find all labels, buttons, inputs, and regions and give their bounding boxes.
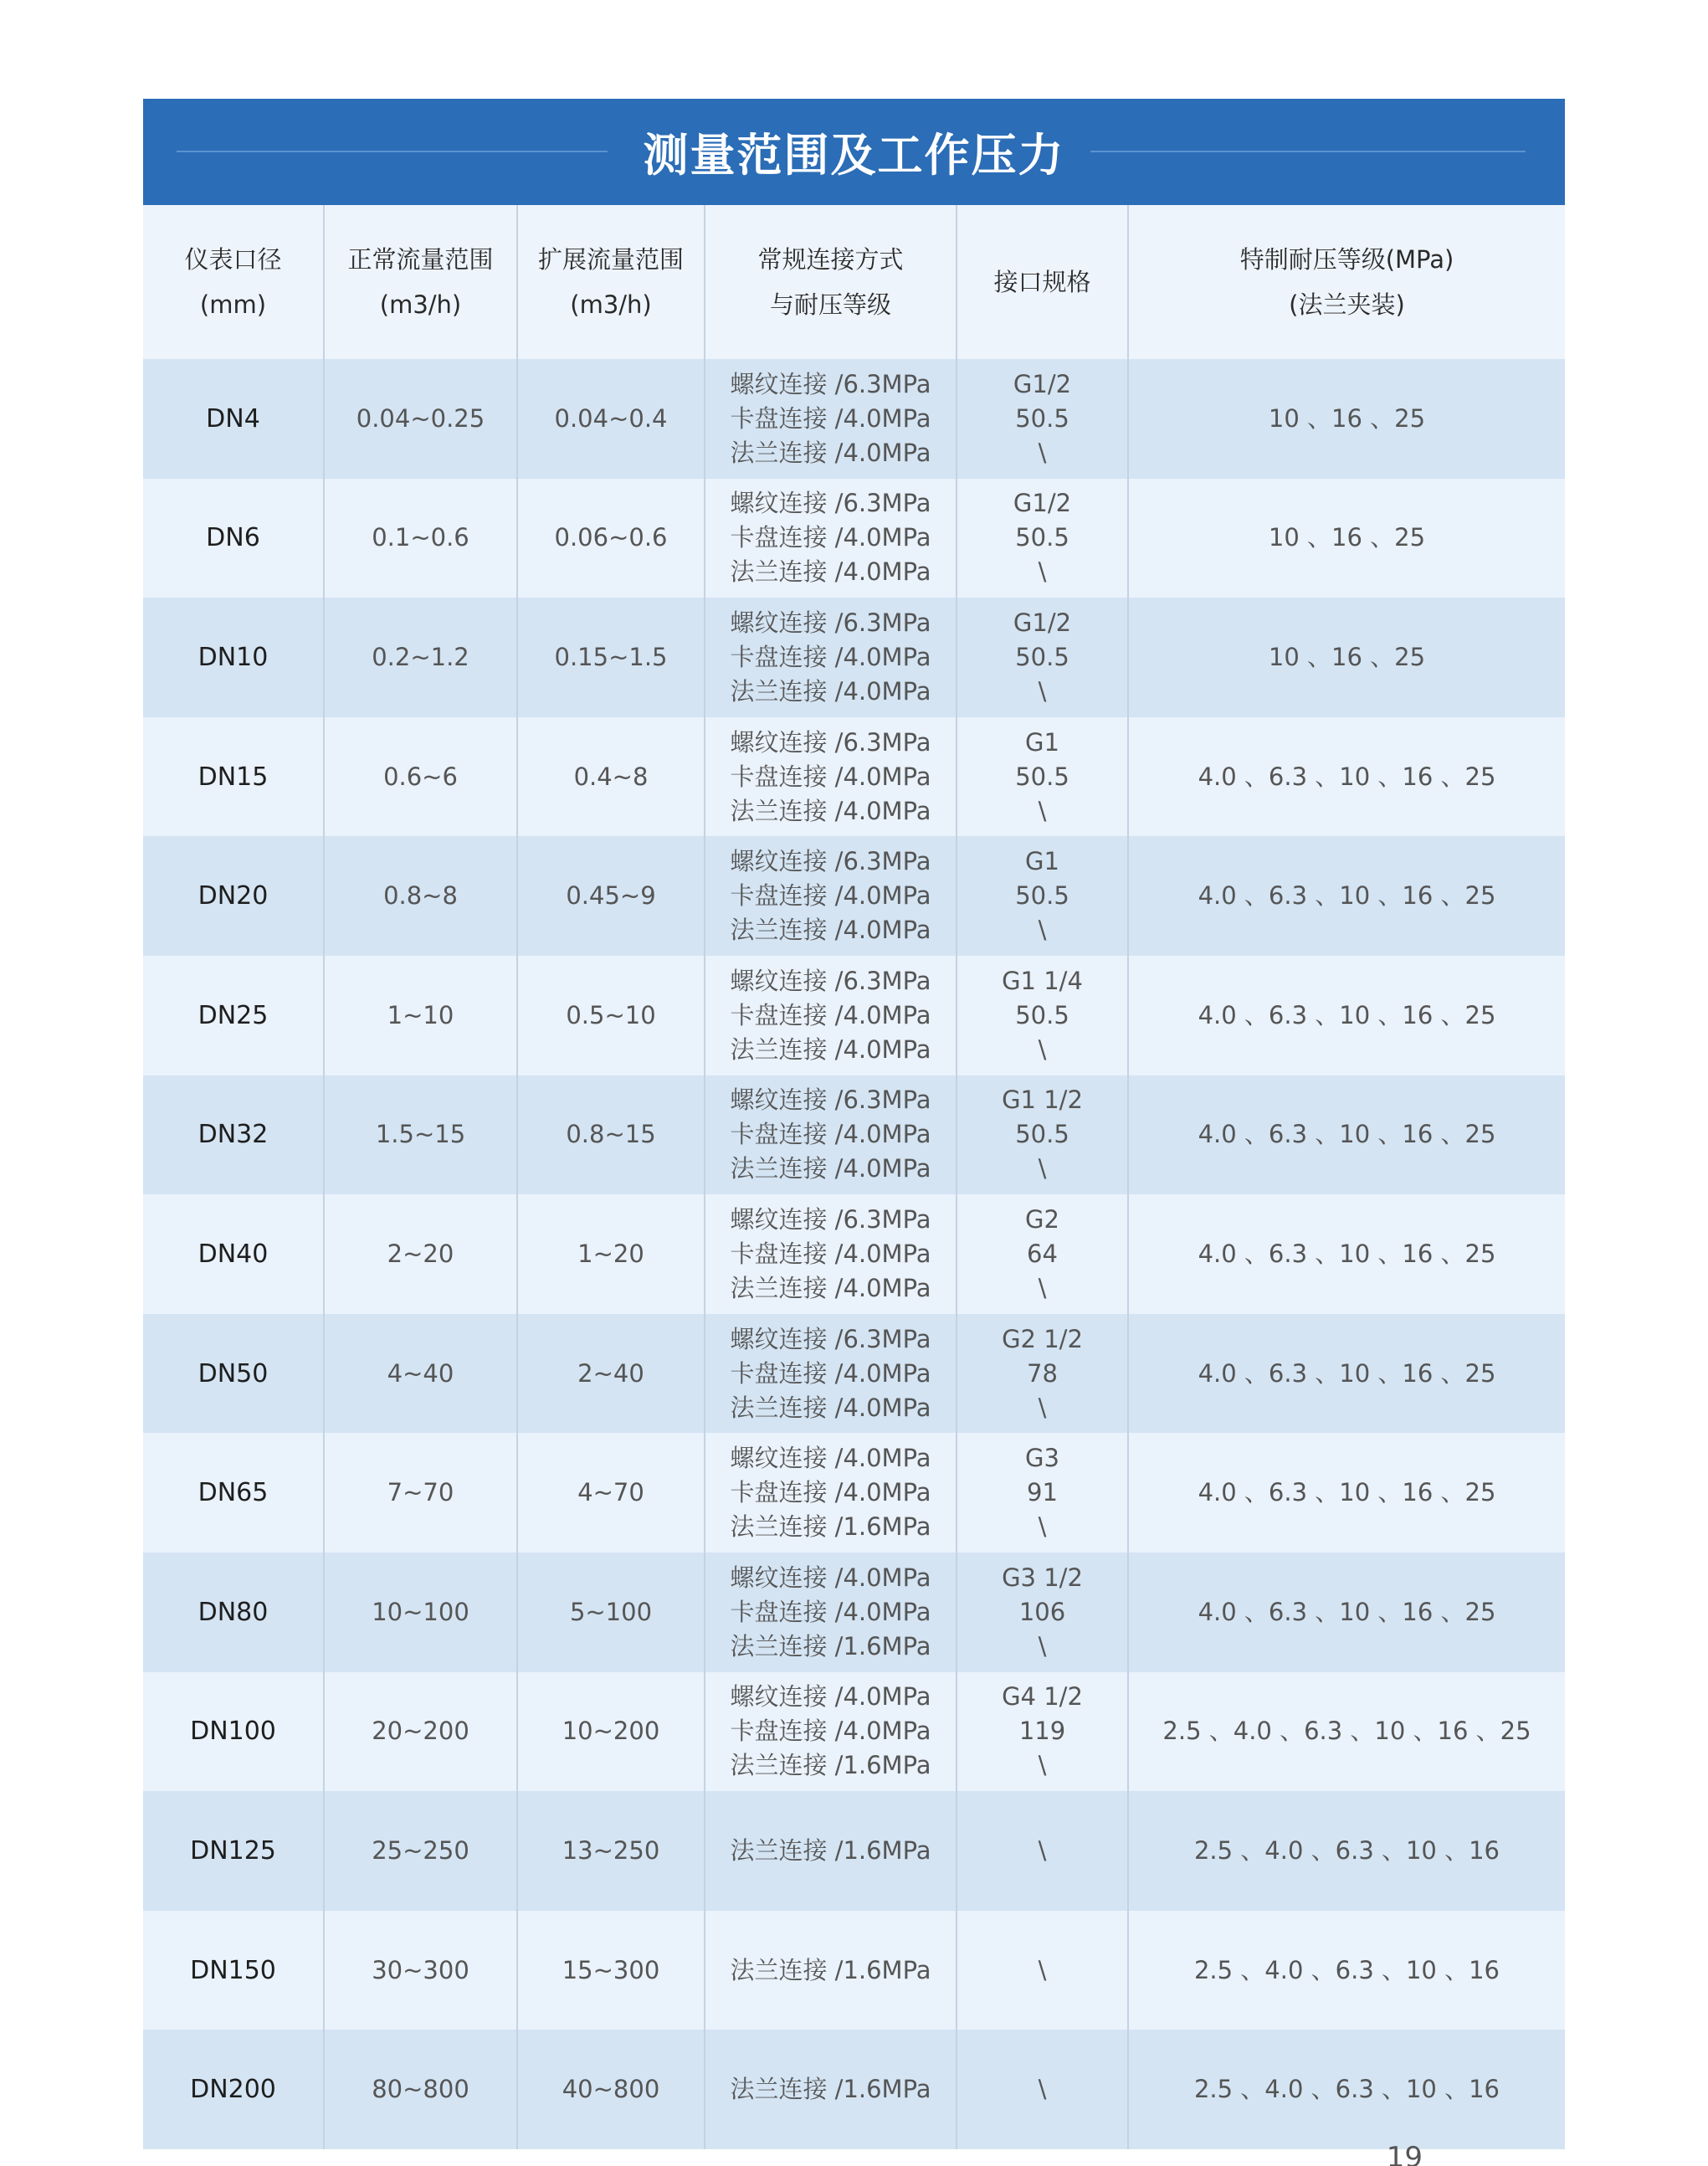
connection-cell-line: 卡盘连接 /4.0MPa bbox=[730, 1358, 931, 1388]
extended-flow-cell: 13~250 bbox=[517, 1791, 705, 1911]
special-pressure-cell: 4.0 、6.3 、10 、16 、25 bbox=[1128, 1553, 1565, 1672]
header-size-line: 仪表口径 bbox=[184, 245, 282, 274]
special-pressure-cell: 4.0 、6.3 、10 、16 、25 bbox=[1128, 1433, 1565, 1553]
interface-cell-line: \ bbox=[1038, 676, 1047, 706]
spec-sheet bbox=[143, 99, 1565, 2166]
interface-cell bbox=[957, 598, 1128, 717]
header-special-pressure-line: 特制耐压等级(MPa) bbox=[1239, 245, 1454, 274]
interface-cell-line: \ bbox=[1038, 916, 1047, 945]
connection-cell bbox=[705, 479, 957, 598]
size-cell: DN80 bbox=[197, 1597, 269, 1627]
special-pressure-cell: 2.5 、4.0 、6.3 、10 、16 bbox=[1128, 2030, 1565, 2149]
title-bar bbox=[143, 99, 1565, 205]
connection-cell-line: 法兰连接 /1.6MPa bbox=[730, 1631, 931, 1660]
normal-flow-cell: 7~70 bbox=[324, 1433, 517, 1553]
connection-cell-line: 法兰连接 /1.6MPa bbox=[730, 2075, 931, 2104]
extended-flow-cell: 2~40 bbox=[517, 1314, 705, 1434]
table-row bbox=[143, 1075, 1565, 1195]
connection-cell bbox=[705, 1911, 957, 2030]
size-cell: DN125 bbox=[190, 1835, 276, 1866]
connection-cell-line: 法兰连接 /4.0MPa bbox=[730, 438, 931, 467]
extended-flow-cell: 1~20 bbox=[517, 1194, 705, 1314]
interface-cell bbox=[957, 1672, 1128, 1792]
normal-flow-cell: 1~10 bbox=[324, 956, 517, 1075]
connection-cell-line: 卡盘连接 /4.0MPa bbox=[730, 1120, 931, 1149]
interface-cell-line: G1/2 bbox=[1013, 369, 1072, 398]
table-row bbox=[143, 836, 1565, 956]
connection-cell bbox=[705, 1314, 957, 1434]
normal-flow-cell: 0.04~0.25 bbox=[324, 359, 517, 479]
table-row bbox=[143, 1194, 1565, 1314]
normal-flow-cell: 80~800 bbox=[324, 2030, 517, 2149]
table-row bbox=[143, 1911, 1565, 2030]
connection-cell-line: 卡盘连接 /4.0MPa bbox=[730, 1000, 931, 1029]
range-pressure-table bbox=[143, 205, 1565, 2149]
header-extended-flow-line: 扩展流量范围 bbox=[537, 245, 684, 274]
special-pressure-cell: 4.0 、6.3 、10 、16 、25 bbox=[1128, 836, 1565, 956]
connection-cell bbox=[705, 2030, 957, 2149]
table-row bbox=[143, 359, 1565, 479]
connection-cell-line: 螺纹连接 /6.3MPa bbox=[730, 727, 931, 757]
connection-cell-line: 螺纹连接 /4.0MPa bbox=[730, 1563, 931, 1592]
table-row bbox=[143, 1672, 1565, 1792]
interface-cell-line: \ bbox=[1038, 1631, 1047, 1660]
interface-cell bbox=[957, 479, 1128, 598]
connection-cell-line: 螺纹连接 /6.3MPa bbox=[730, 369, 931, 398]
connection-cell-line: 螺纹连接 /6.3MPa bbox=[730, 847, 931, 876]
interface-cell-line: \ bbox=[1038, 1034, 1047, 1064]
special-pressure-cell: 4.0 、6.3 、10 、16 、25 bbox=[1128, 956, 1565, 1075]
connection-cell bbox=[705, 836, 957, 956]
table-row bbox=[143, 1791, 1565, 1911]
special-pressure-cell: 4.0 、6.3 、10 、16 、25 bbox=[1128, 1194, 1565, 1314]
connection-cell-line: 法兰连接 /1.6MPa bbox=[730, 1955, 931, 1984]
table-row bbox=[143, 598, 1565, 717]
normal-flow-cell: 0.1~0.6 bbox=[324, 479, 517, 598]
page-title: 测量范围及工作压力 bbox=[643, 129, 1065, 182]
normal-flow-cell: 0.2~1.2 bbox=[324, 598, 517, 717]
connection-cell-line: 法兰连接 /1.6MPa bbox=[730, 1835, 931, 1865]
connection-cell-line: 法兰连接 /4.0MPa bbox=[730, 1393, 931, 1422]
special-pressure-cell: 10 、16 、25 bbox=[1128, 359, 1565, 479]
header-special-pressure-line: (法兰夹装) bbox=[1289, 290, 1405, 319]
interface-cell-line: G1 1/4 bbox=[1002, 966, 1083, 995]
interface-cell-line: G1 bbox=[1025, 727, 1059, 757]
special-pressure-cell: 10 、16 、25 bbox=[1128, 479, 1565, 598]
interface-cell-line: G2 1/2 bbox=[1002, 1324, 1083, 1353]
header-extended-flow-line: (m3/h) bbox=[570, 290, 652, 319]
connection-cell-line: 卡盘连接 /4.0MPa bbox=[730, 1717, 931, 1746]
interface-cell bbox=[957, 1911, 1128, 2030]
interface-cell-line: \ bbox=[1038, 2075, 1047, 2104]
extended-flow-cell: 0.06~0.6 bbox=[517, 479, 705, 598]
page-number: 19 bbox=[1386, 2140, 1423, 2166]
interface-cell-line: G4 1/2 bbox=[1002, 1682, 1083, 1712]
connection-cell bbox=[705, 598, 957, 717]
interface-cell-line: 50.5 bbox=[1015, 523, 1069, 552]
interface-cell-line: \ bbox=[1038, 796, 1047, 825]
size-cell: DN10 bbox=[197, 642, 269, 672]
connection-cell-line: 法兰连接 /4.0MPa bbox=[730, 1273, 931, 1302]
extended-flow-cell: 4~70 bbox=[517, 1433, 705, 1553]
interface-cell-line: \ bbox=[1038, 1955, 1047, 1984]
interface-cell-line: 50.5 bbox=[1015, 642, 1069, 671]
interface-cell-line: G1 bbox=[1025, 847, 1059, 876]
header-extended-flow bbox=[517, 205, 705, 359]
interface-cell-line: \ bbox=[1038, 1835, 1047, 1865]
connection-cell-line: 卡盘连接 /4.0MPa bbox=[730, 403, 931, 433]
size-cell: DN50 bbox=[197, 1358, 269, 1388]
header-interface bbox=[957, 205, 1128, 359]
header-size-line: (mm) bbox=[199, 290, 267, 319]
interface-cell-line: 50.5 bbox=[1015, 881, 1069, 911]
connection-cell bbox=[705, 1075, 957, 1195]
interface-cell-line: \ bbox=[1038, 1273, 1047, 1302]
special-pressure-cell: 2.5 、4.0 、6.3 、10 、16 bbox=[1128, 1791, 1565, 1911]
normal-flow-cell: 30~300 bbox=[324, 1911, 517, 2030]
interface-cell bbox=[957, 1433, 1128, 1553]
interface-cell-line: 64 bbox=[1027, 1239, 1058, 1268]
header-size bbox=[143, 205, 324, 359]
table-row bbox=[143, 956, 1565, 1075]
interface-cell-line: \ bbox=[1038, 1751, 1047, 1780]
size-cell: DN150 bbox=[190, 1955, 276, 1985]
special-pressure-cell: 4.0 、6.3 、10 、16 、25 bbox=[1128, 1075, 1565, 1195]
extended-flow-cell: 10~200 bbox=[517, 1672, 705, 1792]
connection-cell-line: 卡盘连接 /4.0MPa bbox=[730, 642, 931, 671]
interface-cell-line: 119 bbox=[1018, 1717, 1066, 1746]
normal-flow-cell: 4~40 bbox=[324, 1314, 517, 1434]
table-row bbox=[143, 717, 1565, 837]
connection-cell-line: 卡盘连接 /4.0MPa bbox=[730, 1478, 931, 1507]
table-row bbox=[143, 1553, 1565, 1672]
special-pressure-cell: 4.0 、6.3 、10 、16 、25 bbox=[1128, 717, 1565, 837]
header-normal-flow bbox=[324, 205, 517, 359]
connection-cell-line: 螺纹连接 /6.3MPa bbox=[730, 1324, 931, 1353]
connection-cell-line: 法兰连接 /1.6MPa bbox=[730, 1512, 931, 1542]
special-pressure-cell: 2.5 、4.0 、6.3 、10 、16 、25 bbox=[1128, 1672, 1565, 1792]
table-row bbox=[143, 2030, 1565, 2149]
table-row bbox=[143, 479, 1565, 598]
special-pressure-cell: 4.0 、6.3 、10 、16 、25 bbox=[1128, 1314, 1565, 1434]
connection-cell-line: 螺纹连接 /4.0MPa bbox=[730, 1444, 931, 1473]
special-pressure-cell: 10 、16 、25 bbox=[1128, 598, 1565, 717]
interface-cell-line: 106 bbox=[1018, 1597, 1066, 1626]
normal-flow-cell: 10~100 bbox=[324, 1553, 517, 1672]
interface-cell-line: \ bbox=[1038, 557, 1047, 587]
connection-cell-line: 卡盘连接 /4.0MPa bbox=[730, 881, 931, 911]
connection-cell-line: 法兰连接 /4.0MPa bbox=[730, 796, 931, 825]
normal-flow-cell: 0.6~6 bbox=[324, 717, 517, 837]
connection-cell bbox=[705, 359, 957, 479]
table-row bbox=[143, 1314, 1565, 1434]
interface-cell-line: \ bbox=[1038, 1154, 1047, 1183]
connection-cell bbox=[705, 1791, 957, 1911]
interface-cell-line: 78 bbox=[1027, 1358, 1058, 1388]
interface-cell-line: 50.5 bbox=[1015, 403, 1069, 433]
table-body bbox=[143, 359, 1565, 2149]
size-cell: DN100 bbox=[190, 1717, 276, 1747]
normal-flow-cell: 0.8~8 bbox=[324, 836, 517, 956]
extended-flow-cell: 40~800 bbox=[517, 2030, 705, 2149]
special-pressure-cell: 2.5 、4.0 、6.3 、10 、16 bbox=[1128, 1911, 1565, 2030]
connection-cell-line: 法兰连接 /4.0MPa bbox=[730, 1034, 931, 1064]
interface-cell-line: \ bbox=[1038, 438, 1047, 467]
interface-cell-line: G1/2 bbox=[1013, 489, 1072, 518]
interface-cell bbox=[957, 1314, 1128, 1434]
header-connection-line: 常规连接方式 bbox=[757, 245, 904, 274]
connection-cell-line: 法兰连接 /4.0MPa bbox=[730, 676, 931, 706]
interface-cell-line: 50.5 bbox=[1015, 1120, 1069, 1149]
size-cell: DN65 bbox=[197, 1478, 269, 1508]
title-rule-left bbox=[177, 151, 608, 152]
size-cell: DN20 bbox=[197, 881, 269, 911]
connection-cell-line: 卡盘连接 /4.0MPa bbox=[730, 523, 931, 552]
interface-cell-line: 50.5 bbox=[1015, 762, 1069, 791]
normal-flow-cell: 25~250 bbox=[324, 1791, 517, 1911]
connection-cell-line: 螺纹连接 /6.3MPa bbox=[730, 1204, 931, 1234]
extended-flow-cell: 5~100 bbox=[517, 1553, 705, 1672]
interface-cell bbox=[957, 836, 1128, 956]
interface-cell-line: \ bbox=[1038, 1512, 1047, 1542]
connection-cell-line: 螺纹连接 /6.3MPa bbox=[730, 608, 931, 637]
interface-cell-line: G1 1/2 bbox=[1002, 1086, 1083, 1115]
interface-cell-line: \ bbox=[1038, 1393, 1047, 1422]
normal-flow-cell: 20~200 bbox=[324, 1672, 517, 1792]
size-cell: DN6 bbox=[206, 523, 260, 553]
interface-cell-line: 50.5 bbox=[1015, 1000, 1069, 1029]
extended-flow-cell: 0.4~8 bbox=[517, 717, 705, 837]
connection-cell bbox=[705, 1194, 957, 1314]
interface-cell-line: 91 bbox=[1027, 1478, 1058, 1507]
connection-cell bbox=[705, 717, 957, 837]
size-cell: DN32 bbox=[197, 1120, 269, 1150]
interface-cell bbox=[957, 1553, 1128, 1672]
extended-flow-cell: 0.15~1.5 bbox=[517, 598, 705, 717]
connection-cell bbox=[705, 956, 957, 1075]
extended-flow-cell: 0.5~10 bbox=[517, 956, 705, 1075]
header-interface-line: 接口规格 bbox=[993, 268, 1091, 296]
connection-cell-line: 螺纹连接 /6.3MPa bbox=[730, 489, 931, 518]
interface-cell bbox=[957, 1194, 1128, 1314]
header-connection bbox=[705, 205, 957, 359]
header-connection-line: 与耐压等级 bbox=[769, 290, 891, 319]
size-cell: DN200 bbox=[190, 2075, 276, 2105]
extended-flow-cell: 15~300 bbox=[517, 1911, 705, 2030]
normal-flow-cell: 2~20 bbox=[324, 1194, 517, 1314]
interface-cell-line: G3 1/2 bbox=[1002, 1563, 1083, 1592]
interface-cell-line: G2 bbox=[1025, 1204, 1059, 1234]
connection-cell-line: 法兰连接 /4.0MPa bbox=[730, 916, 931, 945]
interface-cell-line: G3 bbox=[1025, 1444, 1059, 1473]
size-cell: DN40 bbox=[197, 1239, 269, 1269]
header-row bbox=[143, 205, 1565, 359]
interface-cell bbox=[957, 717, 1128, 837]
interface-cell bbox=[957, 1075, 1128, 1195]
extended-flow-cell: 0.04~0.4 bbox=[517, 359, 705, 479]
extended-flow-cell: 0.8~15 bbox=[517, 1075, 705, 1195]
interface-cell bbox=[957, 956, 1128, 1075]
size-cell: DN25 bbox=[197, 1000, 269, 1030]
connection-cell-line: 螺纹连接 /6.3MPa bbox=[730, 966, 931, 995]
connection-cell-line: 法兰连接 /1.6MPa bbox=[730, 1751, 931, 1780]
connection-cell-line: 法兰连接 /4.0MPa bbox=[730, 557, 931, 587]
interface-cell bbox=[957, 2030, 1128, 2149]
connection-cell bbox=[705, 1672, 957, 1792]
connection-cell-line: 螺纹连接 /4.0MPa bbox=[730, 1682, 931, 1712]
interface-cell bbox=[957, 359, 1128, 479]
title-rule-right bbox=[1090, 151, 1526, 152]
connection-cell bbox=[705, 1553, 957, 1672]
interface-cell bbox=[957, 1791, 1128, 1911]
header-normal-flow-line: 正常流量范围 bbox=[347, 245, 494, 274]
connection-cell-line: 螺纹连接 /6.3MPa bbox=[730, 1086, 931, 1115]
size-cell: DN4 bbox=[206, 403, 260, 434]
normal-flow-cell: 1.5~15 bbox=[324, 1075, 517, 1195]
interface-cell-line: G1/2 bbox=[1013, 608, 1072, 637]
connection-cell-line: 卡盘连接 /4.0MPa bbox=[730, 1597, 931, 1626]
header-normal-flow-line: (m3/h) bbox=[379, 290, 462, 319]
extended-flow-cell: 0.45~9 bbox=[517, 836, 705, 956]
table-row bbox=[143, 1433, 1565, 1553]
connection-cell bbox=[705, 1433, 957, 1553]
header-special-pressure bbox=[1128, 205, 1565, 359]
connection-cell-line: 法兰连接 /4.0MPa bbox=[730, 1154, 931, 1183]
connection-cell-line: 卡盘连接 /4.0MPa bbox=[730, 762, 931, 791]
size-cell: DN15 bbox=[197, 762, 269, 792]
connection-cell-line: 卡盘连接 /4.0MPa bbox=[730, 1239, 931, 1268]
